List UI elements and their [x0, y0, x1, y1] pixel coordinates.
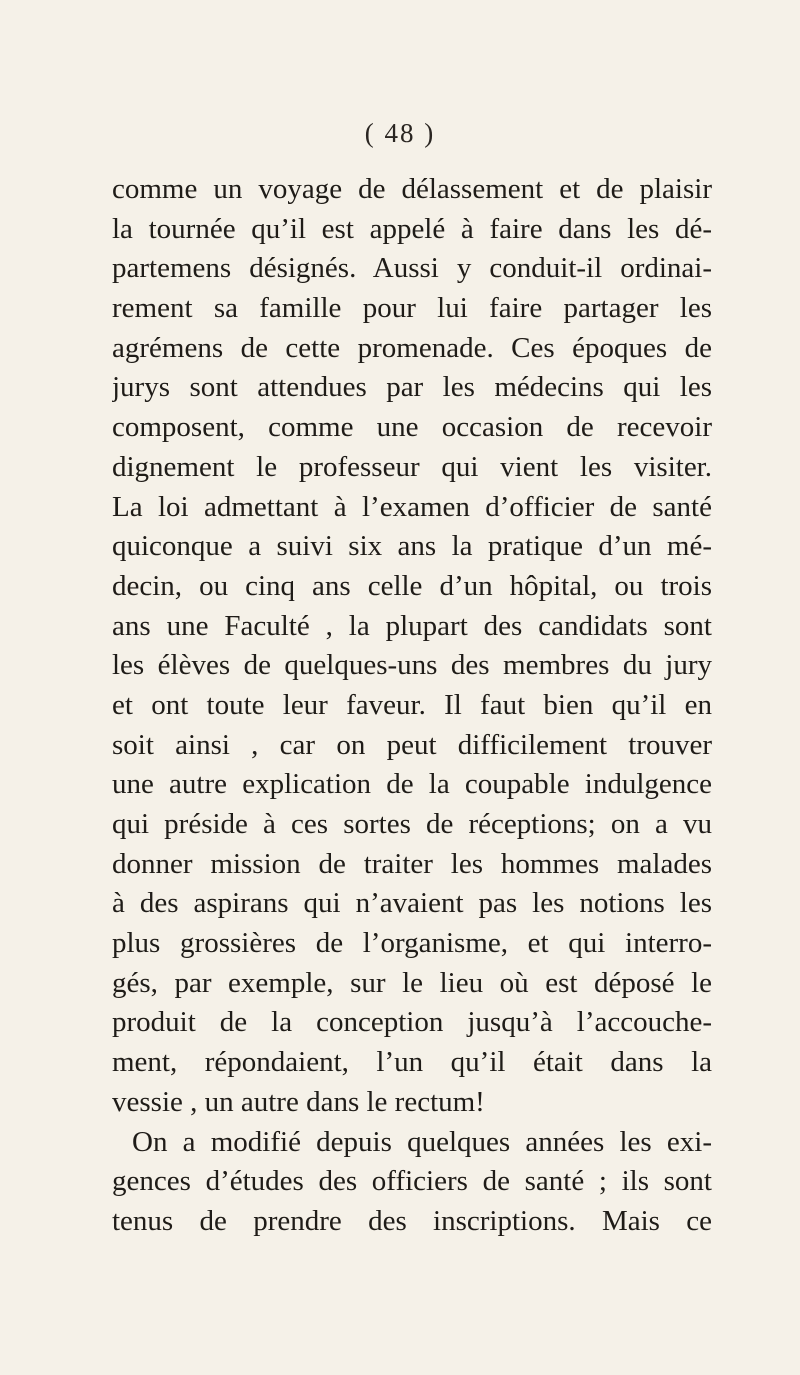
- text-line: La loi admettant à l’examen d’officier de santé: [112, 490, 712, 523]
- text-line: plus grossières de l’organisme, et qui interro-: [112, 927, 712, 960]
- text-line: produit de la conception jusqu’à l’accouche-: [112, 1006, 712, 1039]
- text-line: ment, répondaient, l’un qu’il était dans la: [112, 1046, 712, 1079]
- text-line: tenus de prendre des inscriptions. Mais ce: [112, 1204, 712, 1237]
- text-line: gences d’études des officiers de santé ; ils sont: [112, 1165, 712, 1198]
- text-line: On a modifié depuis quelques années les exi-: [132, 1125, 712, 1158]
- text-line: rement sa famille pour lui faire partager les: [112, 292, 712, 325]
- text-line: qui préside à ces sortes de réceptions; on a vu: [112, 808, 712, 840]
- page-number: ( 48 ): [364, 118, 436, 148]
- body-text: [112, 170, 712, 1242]
- text-line: vessie , un autre dans le rectum!: [112, 1085, 485, 1118]
- text-line: quiconque a suivi six ans la pratique d’un mé-: [112, 530, 712, 563]
- text-line: agrémens de cette promenade. Ces époques de: [112, 331, 712, 364]
- text-line: dignement le professeur qui vient les visiter.: [112, 450, 712, 483]
- text-line: à des aspirans qui n’avaient pas les notions les: [112, 887, 712, 920]
- text-line: la tournée qu’il est appelé à faire dans les dé-: [112, 212, 712, 245]
- text-line: soit ainsi , car on peut difficilement trouver: [112, 728, 712, 761]
- text-line: partemens désignés. Aussi y conduit-il ordinai-: [112, 252, 712, 285]
- text-line: et ont toute leur faveur. Il faut bien qu’il en: [112, 688, 712, 721]
- text-line: composent, comme une occasion de recevoir: [112, 411, 712, 444]
- text-line: une autre explication de la coupable indulgence: [112, 768, 712, 801]
- text-line: donner mission de traiter les hommes malades: [112, 847, 712, 880]
- text-line: decin, ou cinq ans celle d’un hôpital, ou trois: [112, 569, 712, 602]
- text-line: ans une Faculté , la plupart des candidats sont: [112, 609, 712, 642]
- text-line: comme un voyage de délassement et de plaisir: [112, 173, 712, 205]
- text-line: les élèves de quelques-uns des membres du jury: [112, 649, 712, 682]
- text-line: gés, par exemple, sur le lieu où est déposé le: [112, 966, 712, 999]
- text-line: jurys sont attendues par les médecins qui les: [112, 371, 712, 404]
